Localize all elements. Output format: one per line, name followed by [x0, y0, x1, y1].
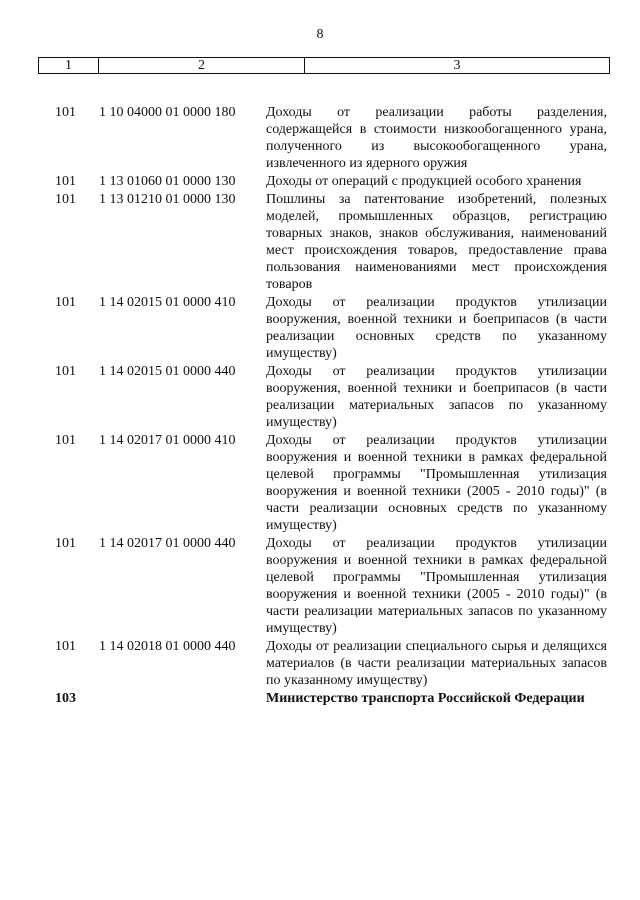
ministry-admin-code: 103 — [55, 691, 76, 706]
revenue-description: Доходы от реализации продуктов утилизации вооружения и военной техники в рамках федеральной целевой программы "Промышленная утилизация вооружения и военной техники (2005 - 2010 годы)" (в части реализации материальных запасов по указанному имуществу) — [266, 536, 607, 636]
admin-code: 101 — [55, 364, 76, 379]
revenue-description: Доходы от реализации продуктов утилизации вооружения, военной техники и боеприпасов (в части реализации материальных запасов по указанному имуществу) — [266, 364, 607, 430]
revenue-description: Доходы от реализации работы разделения, содержащейся в стоимости низкообогащенного урана, полученного из высокообогащенного урана, извлеченного из ядерного оружия — [266, 105, 607, 171]
column-header-2: 2 — [99, 58, 305, 73]
kbk-code: 1 14 02015 01 0000 440 — [99, 364, 236, 379]
revenue-description: Пошлины за патентование изобретений, полезных моделей, промышленных образцов, регистрацию товарных знаков, знаков обслуживания, наименований мест происхождения товаров, предоставление права пользования наименованиями мест происхождения товаров — [266, 192, 607, 292]
table-row — [0, 294, 640, 362]
table-row — [0, 173, 640, 190]
revenue-table — [0, 104, 640, 707]
kbk-code: 1 14 02018 01 0000 440 — [99, 639, 236, 654]
admin-code: 101 — [55, 295, 76, 310]
table-row — [0, 104, 640, 172]
admin-code: 101 — [55, 105, 76, 120]
revenue-description: Доходы от операций с продукцией особого хранения — [266, 174, 582, 189]
column-header-row — [38, 57, 610, 74]
page-number: 8 — [316, 27, 324, 42]
ministry-name: Министерство транспорта Российской Федерации — [266, 691, 585, 706]
table-row — [0, 638, 640, 689]
admin-code: 101 — [55, 536, 76, 551]
table-row — [0, 432, 640, 534]
kbk-code: 1 14 02017 01 0000 440 — [99, 536, 236, 551]
admin-code: 101 — [55, 192, 76, 207]
revenue-description: Доходы от реализации продуктов утилизации вооружения и военной техники в рамках федеральной целевой программы "Промышленная утилизация вооружения и военной техники (2005 - 2010 годы)" (в части реализации основных средств по указанному имуществу) — [266, 433, 607, 533]
admin-code: 101 — [55, 639, 76, 654]
kbk-code: 1 13 01060 01 0000 130 — [99, 174, 236, 189]
revenue-description: Доходы от реализации продуктов утилизации вооружения, военной техники и боеприпасов (в части реализации основных средств по указанному имуществу) — [266, 295, 607, 361]
kbk-code: 1 14 02015 01 0000 410 — [99, 295, 236, 310]
table-row — [0, 535, 640, 637]
kbk-code: 1 14 02017 01 0000 410 — [99, 433, 236, 448]
column-header-1: 1 — [39, 58, 99, 73]
column-header-3: 3 — [453, 58, 461, 73]
revenue-description: Доходы от реализации специального сырья и делящихся материалов (в части реализации материальных запасов по указанному имуществу) — [266, 639, 607, 688]
table-row — [0, 191, 640, 293]
ministry-heading-row — [0, 690, 640, 707]
admin-code: 101 — [55, 174, 76, 189]
kbk-code: 1 10 04000 01 0000 180 — [99, 105, 236, 120]
kbk-code: 1 13 01210 01 0000 130 — [99, 192, 236, 207]
admin-code: 101 — [55, 433, 76, 448]
table-row — [0, 363, 640, 431]
